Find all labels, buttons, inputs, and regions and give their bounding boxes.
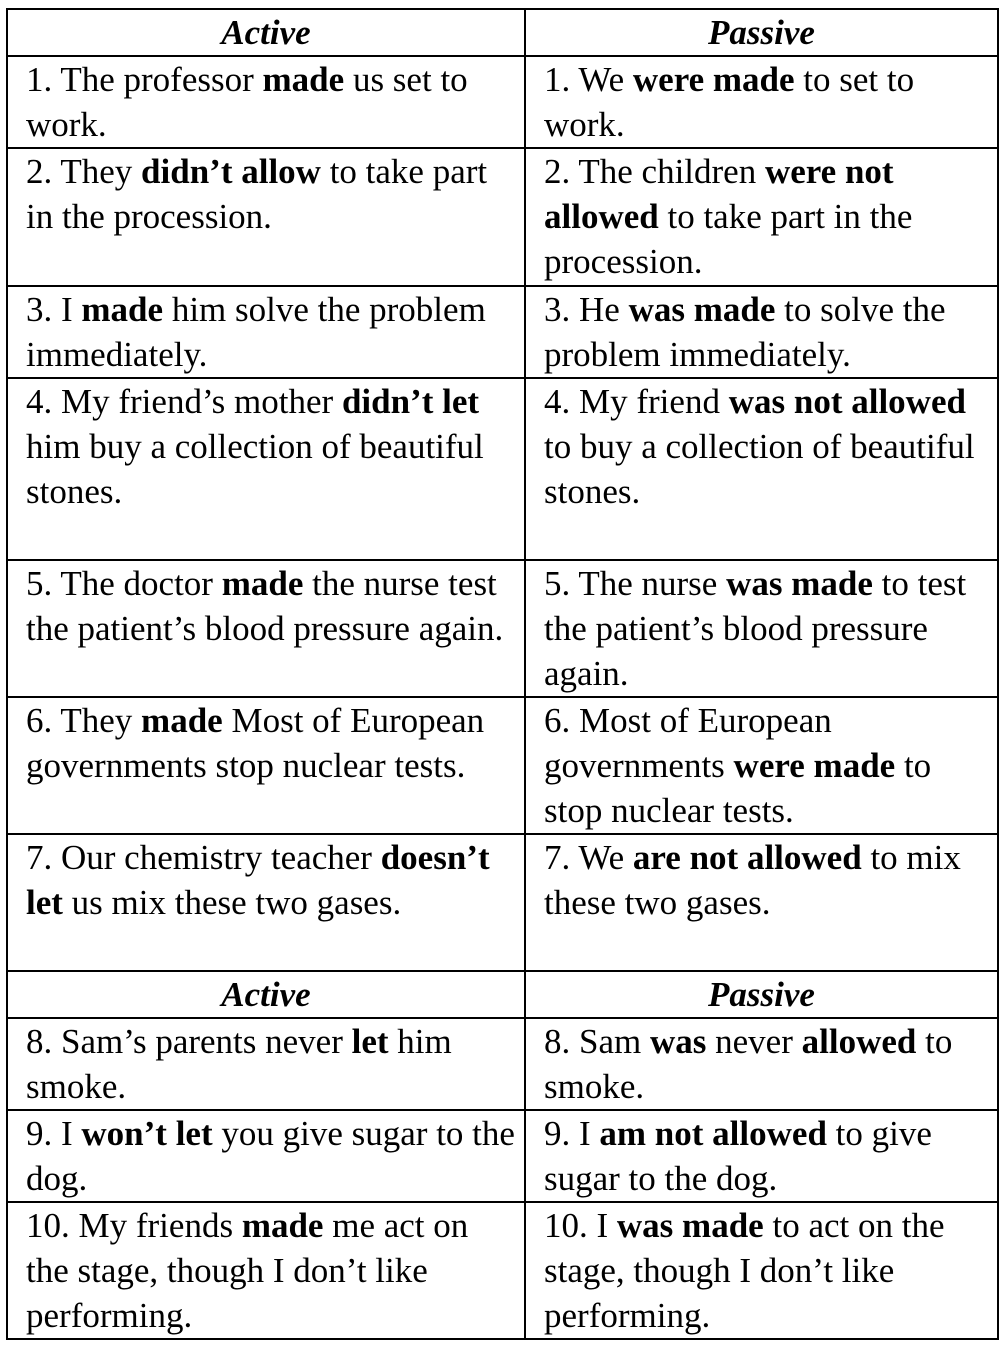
passive-sentence (525, 378, 998, 560)
verb-phrase: didn’t let (341, 382, 480, 421)
sentence-text: never (706, 1022, 802, 1061)
sentence-text: 1. The professor (26, 60, 263, 99)
sentence-text: 6. Most of European governments (544, 701, 832, 785)
sentence-text: me act on the stage, though I don’t like performing. (26, 1206, 469, 1335)
sentence-text: 10. My friends (26, 1206, 242, 1245)
active-sentence (7, 1110, 525, 1202)
sentence-text: him solve the problem immediately. (26, 290, 486, 374)
active-sentence (7, 148, 525, 286)
sentence-text: him smoke. (26, 1022, 452, 1106)
sentence-text: 2. The children (544, 152, 765, 191)
sentence-text: 7. Our chemistry teacher (26, 838, 381, 877)
verb-phrase: was made (616, 1206, 764, 1245)
table-row (7, 286, 998, 378)
header-passive: Passive (525, 9, 998, 56)
verb-phrase: was made (628, 290, 776, 329)
passive-sentence (525, 560, 998, 697)
sentence-text: 2. They (26, 152, 142, 191)
sentence-text: to test the patient’s blood pressure again. (544, 564, 967, 693)
sentence-text: 6. They (26, 701, 142, 740)
verb-phrase: made (141, 701, 223, 740)
sentence-text: Most of European governments stop nuclear tests. (26, 701, 485, 785)
passive-sentence (525, 1110, 998, 1202)
sentence-text: 9. I (26, 1114, 82, 1153)
sentence-text: 9. I (544, 1114, 600, 1153)
sentence-text: 8. Sam (544, 1022, 650, 1061)
sentence-text: to set to work. (544, 60, 915, 144)
header-row (7, 9, 998, 56)
active-sentence (7, 697, 525, 834)
sentence-text: us mix these two gases. (62, 883, 402, 922)
passive-sentence (525, 697, 998, 834)
header-active: Active (7, 9, 525, 56)
verb-phrase: let (351, 1022, 389, 1061)
sentence-text: him buy a collection of beautiful stones. (26, 427, 484, 511)
table-row (7, 697, 998, 834)
verb-phrase: were made (632, 60, 795, 99)
sentence-text: to give sugar to the dog. (544, 1114, 932, 1198)
table-row (7, 1202, 998, 1339)
sentence-text: to take part in the procession. (544, 197, 913, 281)
verb-phrase: allowed (801, 1022, 917, 1061)
passive-sentence (525, 148, 998, 286)
active-sentence (7, 286, 525, 378)
active-sentence (7, 378, 525, 560)
passive-sentence (525, 1018, 998, 1110)
table-row (7, 560, 998, 697)
sentence-text: to take part in the procession. (26, 152, 488, 236)
verb-phrase: didn’t allow (141, 152, 321, 191)
table-row (7, 56, 998, 148)
header-active: Active (7, 971, 525, 1018)
sentence-text: 5. The doctor (26, 564, 222, 603)
passive-sentence (525, 286, 998, 378)
active-sentence (7, 560, 525, 697)
sentence-text: to solve the problem immediately. (544, 290, 946, 374)
active-passive-table (6, 8, 999, 1340)
sentence-text: to smoke. (544, 1022, 953, 1106)
verb-phrase: was not allowed (728, 382, 966, 421)
sentence-text: 3. He (544, 290, 629, 329)
table-row (7, 1018, 998, 1110)
verb-phrase: made (241, 1206, 324, 1245)
verb-phrase: were not allowed (544, 152, 894, 236)
table-row (7, 834, 998, 971)
sentence-text: 7. We (544, 838, 633, 877)
passive-sentence (525, 56, 998, 148)
sentence-text: to stop nuclear tests. (544, 746, 932, 830)
active-sentence (7, 56, 525, 148)
sentence-text: the nurse test the patient’s blood pressure again. (26, 564, 504, 648)
active-sentence (7, 1018, 525, 1110)
verb-phrase: won’t let (81, 1114, 213, 1153)
sentence-text: us set to work. (26, 60, 468, 144)
verb-phrase: doesn’t let (26, 838, 490, 922)
verb-phrase: am not allowed (599, 1114, 827, 1153)
verb-phrase: made (81, 290, 164, 329)
table-row (7, 148, 998, 286)
active-sentence (7, 834, 525, 971)
verb-phrase: made (262, 60, 345, 99)
verb-phrase: were made (733, 746, 896, 785)
sentence-text: 5. The nurse (544, 564, 727, 603)
sentence-text: 8. Sam’s parents never (26, 1022, 352, 1061)
passive-sentence (525, 1202, 998, 1339)
table-row (7, 1110, 998, 1202)
passive-sentence (525, 834, 998, 971)
verb-phrase: was made (726, 564, 873, 603)
sentence-text: 3. I (26, 290, 82, 329)
sentence-text: 4. My friend (544, 382, 729, 421)
sentence-text: to act on the stage, though I don’t like performing. (544, 1206, 945, 1335)
sentence-text: you give sugar to the dog. (26, 1114, 515, 1198)
active-sentence (7, 1202, 525, 1339)
sentence-text: to mix these two gases. (544, 838, 961, 922)
verb-phrase: are not allowed (632, 838, 862, 877)
table-row (7, 378, 998, 560)
verb-phrase: was (649, 1022, 707, 1061)
sentence-text: 1. We (544, 60, 633, 99)
sentence-text: 4. My friend’s mother (26, 382, 342, 421)
verb-phrase: made (221, 564, 304, 603)
header-passive: Passive (525, 971, 998, 1018)
sentence-text: 10. I (544, 1206, 617, 1245)
sentence-text: to buy a collection of beautiful stones. (544, 427, 975, 511)
header-row (7, 971, 998, 1018)
